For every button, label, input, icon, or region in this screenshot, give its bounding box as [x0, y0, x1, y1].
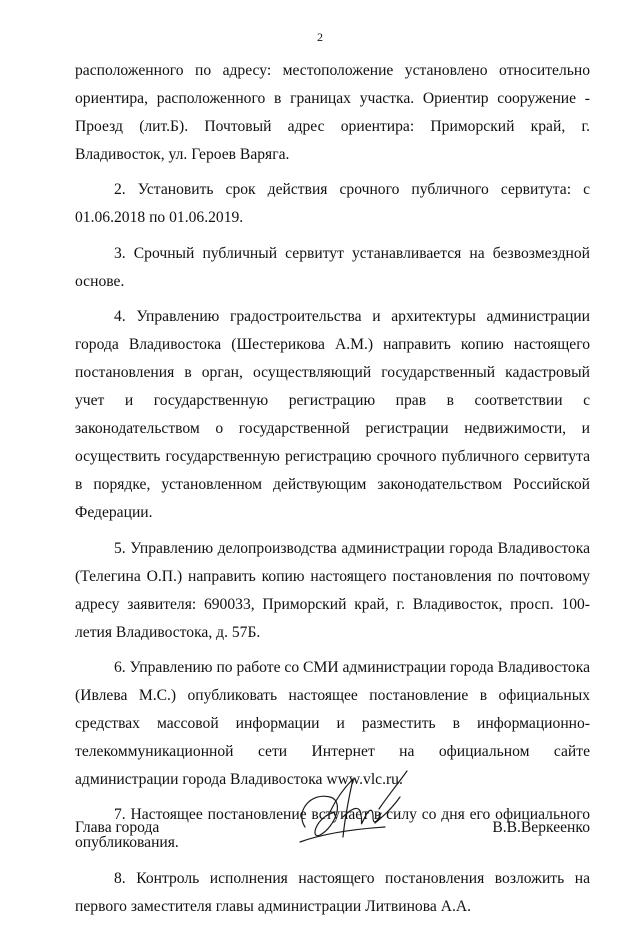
paragraph-item-2: 2. Установить срок действия срочного публичного сервитута: с 01.06.2018 по 01.06.2019.	[75, 181, 590, 227]
paragraph-item-4: 4. Управлению градостроительства и архитектуры администрации города Владивостока (Шестерикова А.М.) направить копию настоящего постановления в орган, осуществляющий государственный кадастровый учет и государственную регистрацию прав в соответствии с законодательством о государственной регистрации недвижимости, и осуществить государственную регистрацию срочного публичного сервитута в порядке, установленном действующим законодательством Российской Федерации.	[75, 307, 590, 522]
signature-block	[75, 805, 590, 865]
paragraph-item-5: 5. Управлению делопроизводства администрации города Владивостока (Телегина О.П.) направить копию настоящего постановления по почтовому адресу заявителя: 690033, Приморский край, г. Владивосток, просп. 100-летия Владивостока, д. 57Б.	[75, 539, 590, 641]
signatory-title: Глава города	[75, 819, 160, 836]
paragraph-item-7: 7. Настоящее постановление вступает в силу со дня его официального опубликования.	[75, 806, 590, 852]
handwritten-signature	[275, 757, 425, 857]
paragraph-item-3: 3. Срочный публичный сервитут устанавливается на безвозмездной основе.	[75, 244, 590, 290]
paragraph-item-8: 8. Контроль исполнения настоящего постановления возложить на первого заместителя главы администрации Литвинова А.А.	[75, 869, 590, 915]
paragraph-continuation: расположенного по адресу: местоположение установлено относительно ориентира, расположенного в границах участка. Ориентир сооружение - Проезд (лит.Б). Почтовый адрес ориентира: Приморский край, г. Владивосток, ул. Героев Варяга.	[75, 62, 590, 164]
paragraph-item-6: 6. Управлению по работе со СМИ администрации города Владивостока (Ивлева М.С.) опубликовать настоящее постановление в официальных средствах массовой информации и разместить в информационно-телекоммуникационной сети Интернет на официальном сайте администрации города Владивостока www.vlc.ru.	[75, 658, 590, 789]
page-number: 2	[317, 30, 323, 44]
signatory-name: В.В.Веркеенко	[492, 819, 590, 836]
